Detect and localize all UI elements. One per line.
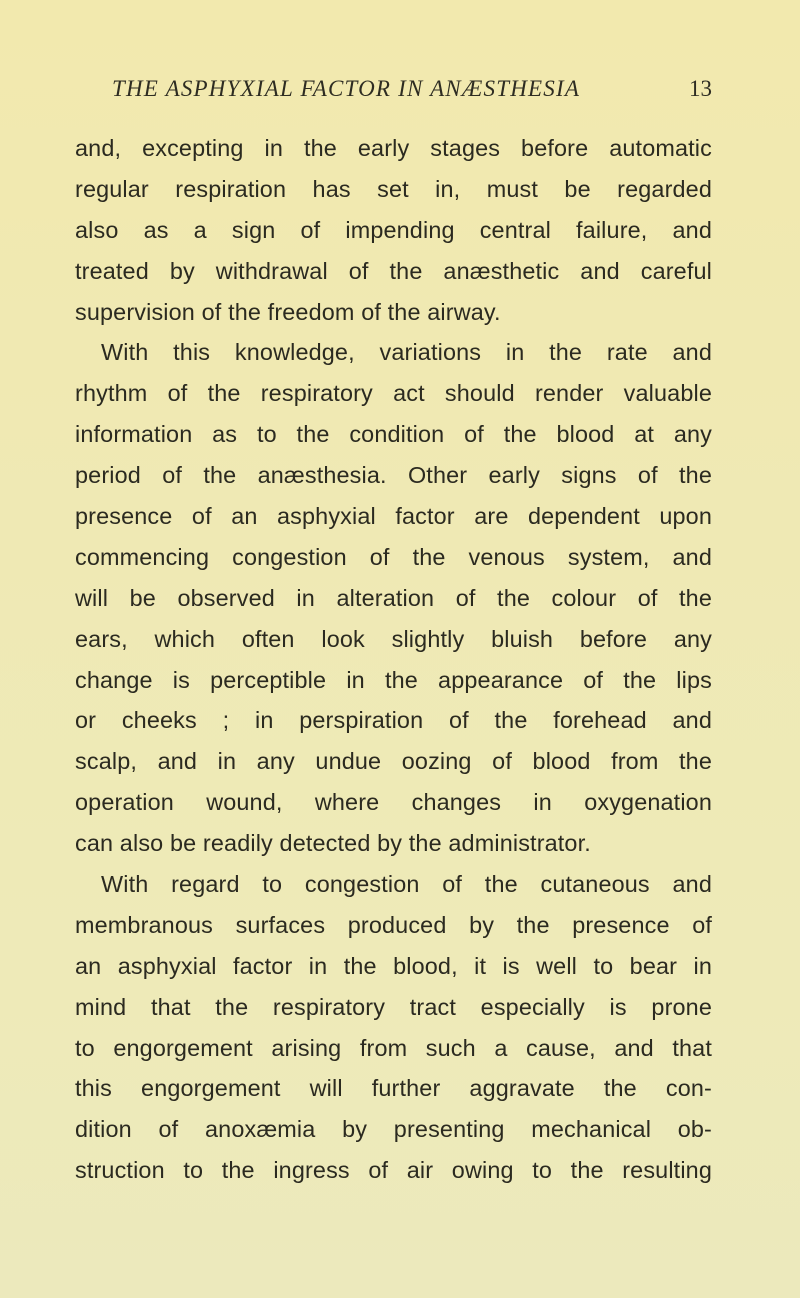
body-text — [75, 128, 712, 1191]
text-line: commencing congestion of the venous system, and — [75, 543, 712, 570]
text-line: to engorgement arising from such a cause, and that — [75, 1034, 712, 1061]
text-line: information as to the condition of the blood at any — [75, 421, 712, 448]
text-line: With regard to congestion of the cutaneous and — [101, 871, 712, 898]
text-line: and, excepting in the early stages before automatic — [75, 135, 712, 161]
text-line: also as a sign of impending central failure, and — [75, 216, 712, 243]
text-line: dition of anoxæmia by presenting mechanical ob- — [75, 1116, 712, 1143]
text-line: supervision of the freedom of the airway. — [75, 298, 501, 325]
text-line: struction to the ingress of air owing to the resulting — [75, 1157, 712, 1184]
text-line: membranous surfaces produced by the presence of — [75, 911, 712, 938]
page-number: 13 — [689, 76, 712, 101]
text-line: this engorgement will further aggravate the con- — [75, 1075, 712, 1102]
text-line: ears, which often look slightly bluish before any — [75, 625, 712, 652]
text-line: regular respiration has set in, must be regarded — [75, 175, 712, 202]
text-line: treated by withdrawal of the anæsthetic and careful — [75, 257, 712, 284]
text-line: With this knowledge, variations in the rate and — [101, 339, 712, 366]
text-line: will be observed in alteration of the colour of the — [75, 584, 712, 611]
text-line: operation wound, where changes in oxygenation — [75, 789, 712, 816]
text-line: period of the anæsthesia. Other early signs of the — [75, 462, 712, 489]
text-line: presence of an asphyxial factor are dependent upon — [75, 503, 712, 530]
text-line: an asphyxial factor in the blood, it is well to bear in — [75, 952, 712, 979]
text-line: rhythm of the respiratory act should render valuable — [75, 380, 712, 407]
text-line: scalp, and in any undue oozing of blood from the — [75, 748, 712, 775]
text-line: mind that the respiratory tract especially is prone — [75, 993, 712, 1020]
text-line: or cheeks ; in perspiration of the forehead and — [75, 707, 712, 734]
text-line: change is perceptible in the appearance of the lips — [75, 666, 712, 693]
running-title: THE ASPHYXIAL FACTOR IN ANÆSTHESIA — [112, 76, 581, 101]
text-line: can also be readily detected by the administrator. — [75, 830, 591, 857]
running-head — [112, 76, 712, 110]
